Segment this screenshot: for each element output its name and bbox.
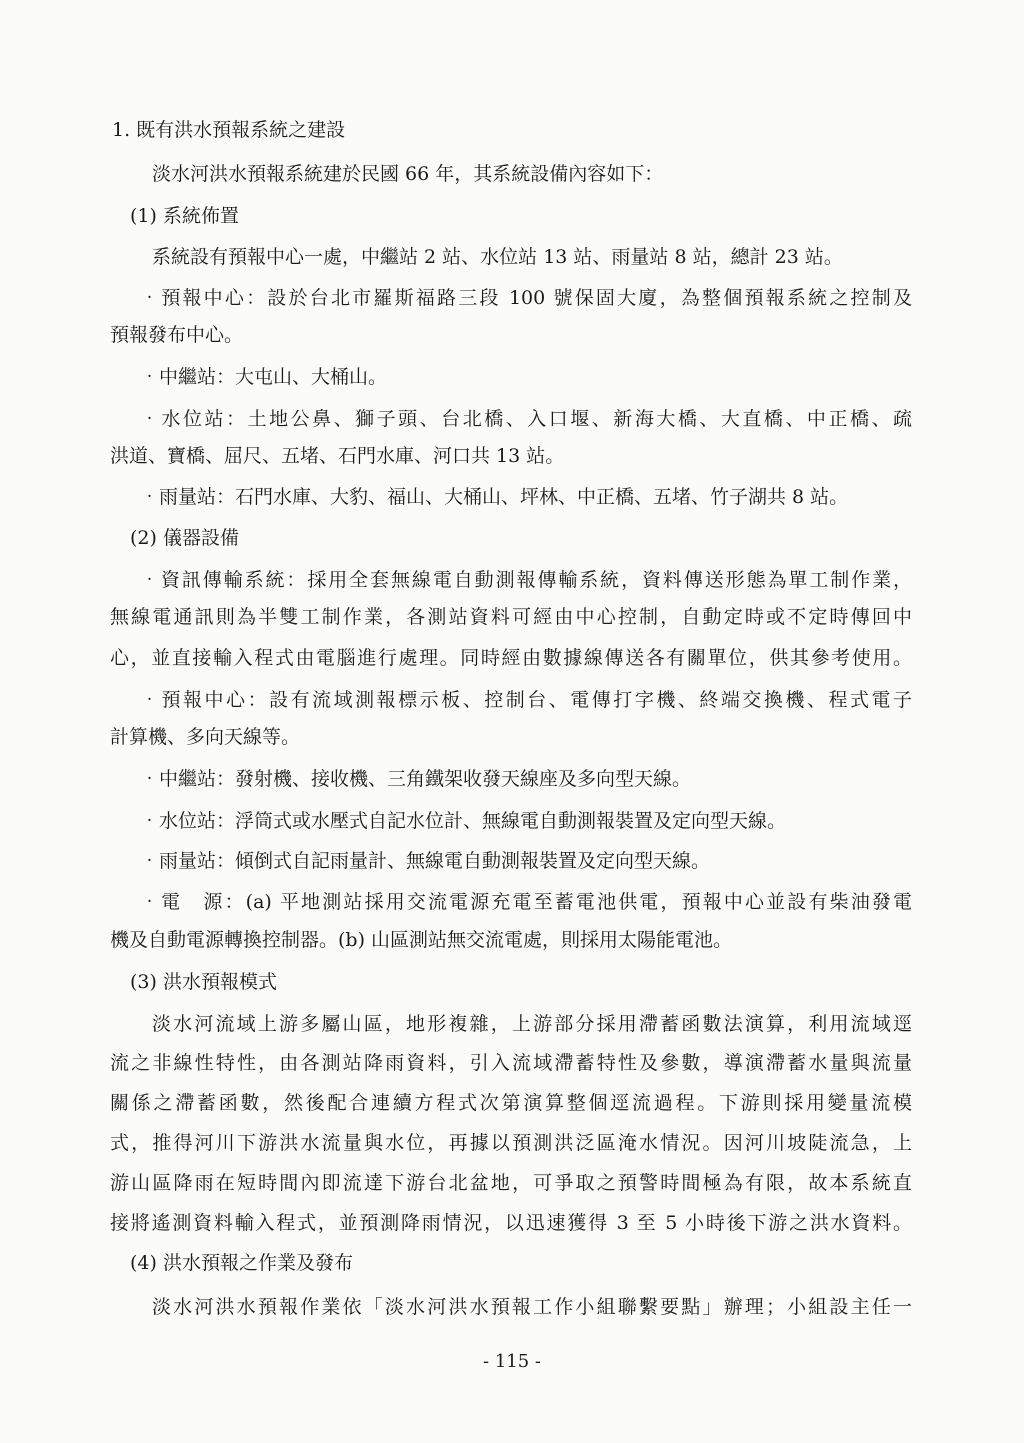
power-item-line-2: 機及自動電源轉換控制器。(b) 山區測站無交流電處，則採用太陽能電池。 bbox=[110, 929, 733, 951]
model-paragraph-line-2: 流之非線性特性，由各測站降雨資料，引入流域滯蓄特性及參數，導演滯蓄水量與流量 bbox=[110, 1052, 912, 1074]
release-paragraph-line-1: 淡水河洪水預報作業依「淡水河洪水預報工作小組聯繫要點」辦理；小組設主任一 bbox=[152, 1296, 912, 1318]
center-item-line-1: ‧預報中心：設於台北市羅斯福路三段 100 號保固大廈，為整個預報系統之控制及 bbox=[140, 287, 912, 309]
rain-equipment: ‧雨量站：傾倒式自記雨量計、無線電自動測報裝置及定向型天線。 bbox=[140, 850, 711, 872]
system-summary: 系統設有預報中心一處，中繼站 2 站、水位站 13 站、雨量站 8 站，總計 23 站。 bbox=[152, 246, 843, 268]
rain-item: ‧雨量站：石門水庫、大豹、福山、大桶山、坪林、中正橋、五堵、竹子湖共 8 站。 bbox=[140, 486, 849, 508]
center-equipment-line-1: ‧預報中心：設有流域測報標示板、控制台、電傳打字機、終端交換機、程式電子 bbox=[140, 689, 912, 711]
model-paragraph-line-6: 接將遙測資料輸入程式，並預測降雨情況，以迅速獲得 3 至 5 小時後下游之洪水資料。 bbox=[110, 1212, 912, 1234]
model-paragraph-line-5: 游山區降雨在短時間內即流達下游台北盆地，可爭取之預警時間極為有限，故本系統直 bbox=[110, 1172, 912, 1194]
model-paragraph-line-4: 式，推得河川下游洪水流量與水位，再據以預測洪泛區淹水情況。因河川坡陡流急，上 bbox=[110, 1132, 912, 1154]
info-item-line-2: 無線電通訊則為半雙工制作業，各測站資料可經由中心控制，自動定時或不定時傳回中 bbox=[110, 606, 912, 628]
subsection-title-4: (4) 洪水預報之作業及發布 bbox=[130, 1252, 353, 1274]
subsection-title-3: (3) 洪水預報模式 bbox=[130, 971, 277, 993]
power-item-line-1: ‧電 源：(a) 平地測站採用交流電源充電至蓄電池供電，預報中心並設有柴油發電 bbox=[140, 891, 912, 913]
intro-paragraph: 淡水河洪水預報系統建於民國 66 年，其系統設備內容如下： bbox=[152, 163, 664, 185]
relay-item: ‧中繼站：大屯山、大桶山。 bbox=[140, 366, 388, 388]
water-item-line-1: ‧水位站：土地公鼻、獅子頭、台北橋、入口堰、新海大橋、大直橋、中正橋、疏 bbox=[140, 408, 912, 430]
info-item-line-3: 心，並直接輸入程式由電腦進行處理。同時經由數據線傳送各有關單位，供其參考使用。 bbox=[110, 647, 912, 669]
relay-equipment: ‧中繼站：發射機、接收機、三角鐵架收發天線座及多向型天線。 bbox=[140, 768, 692, 790]
section-heading: 1. 既有洪水預報系統之建設 bbox=[112, 119, 346, 141]
water-equipment: ‧水位站：浮筒式或水壓式自記水位計、無線電自動測報裝置及定向型天線。 bbox=[140, 810, 787, 832]
subsection-title-2: (2) 儀器設備 bbox=[130, 527, 239, 549]
info-item-line-1: ‧資訊傳輸系統：採用全套無線電自動測報傳輸系統，資料傳送形態為單工制作業， bbox=[140, 569, 912, 591]
model-paragraph-line-3: 關係之滯蓄函數，然後配合連續方程式次第演算整個逕流過程。下游則採用變量流模 bbox=[110, 1092, 912, 1114]
water-item-line-2: 洪道、寶橋、屈尺、五堵、石門水庫、河口共 13 站。 bbox=[110, 445, 565, 467]
center-item-line-2: 預報發布中心。 bbox=[110, 324, 244, 346]
page-number: - 115 - bbox=[483, 1351, 541, 1372]
model-paragraph-line-1: 淡水河流域上游多屬山區，地形複雜，上游部分採用滯蓄函數法演算，利用流域逕 bbox=[152, 1013, 912, 1035]
subsection-title-1: (1) 系統佈置 bbox=[130, 205, 239, 227]
center-equipment-line-2: 計算機、多向天線等。 bbox=[110, 726, 301, 748]
